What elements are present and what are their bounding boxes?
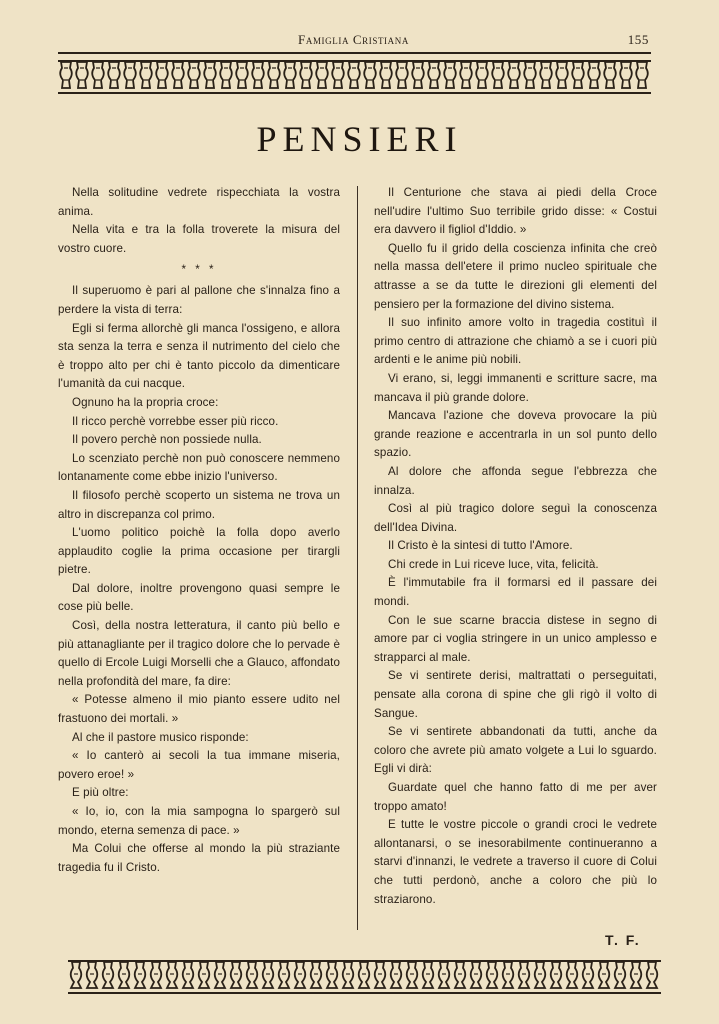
paragraph: Il filosofo perchè scoperto un sistema ne trova un altro in discrepanza col primo.: [58, 488, 340, 521]
paragraph: Nella vita e tra la folla troverete la misura del vostro cuore.: [58, 223, 340, 255]
paragraph: Con le sue scarne braccia distese in segno di amore par ci voglia stringere in un unico amplesso e strapparci al male.: [374, 613, 657, 664]
quote: « Io canterò ai secoli la tua immane miseria, povero eroe! »: [58, 749, 340, 781]
paragraph: Il povero perchè non possiede nulla.: [72, 433, 262, 447]
paragraph: L'uomo politico poichè la folla dopo averlo applaudito coglie la prima occasione per tirargli pietre.: [58, 526, 340, 577]
page-number: 155: [627, 32, 649, 47]
paragraph: E più oltre:: [72, 786, 129, 800]
paragraph: Chi crede in Lui riceve luce, vita, felicità.: [388, 557, 599, 571]
article-title: PENSIERI: [256, 119, 463, 159]
magazine-name: Famiglia Cristiana: [298, 32, 409, 47]
paragraph: Quello fu il grido della coscienza infinita che creò nella massa dell'etere il primo nucleo spirituale che attrasse a se da tutte le direzioni gli elementi del pensiero per la formazione del divino sistema.: [374, 241, 657, 311]
paragraph: Mancava l'azione che doveva provocare la più grande reazione e accentrarla in un sol punto dello spazio.: [374, 409, 657, 460]
right-text-column: [374, 184, 657, 909]
paragraph: È l'immutabile fra il formarsi ed il passare dei mondi.: [374, 576, 657, 609]
paragraph: Il Centurione che stava ai piedi della Croce nell'udire l'ultimo Suo terribile grido disse: « Costui era davvero il figliol d'Iddio. »: [374, 186, 657, 237]
paragraph: E tutte le vostre piccole o grandi croci le vedrete allontanarsi, o se inesorabilmente continueranno a starvi d'innanzi, le vedrete a traverso il cuore di Colui che tutti perdonò, anche a coloro che più lo straziarono.: [374, 818, 657, 906]
paragraph: Lo scenziato perchè non può conoscere nemmeno lontanamente come ebbe inizio l'universo.: [58, 451, 340, 484]
column-divider: [357, 186, 358, 930]
paragraph: Il suo infinito amore volto in tragedia costituì il primo centro di attrazione che chiamò a se i cuori più ardenti e le anime più nobili.: [374, 316, 657, 367]
paragraph: Ma Colui che offerse al mondo la più straziante tragedia fu il Cristo.: [58, 842, 340, 874]
paragraph: Al che il pastore musico risponde:: [72, 730, 249, 744]
section-separator: * * *: [181, 263, 217, 277]
paragraph: Il superuomo è pari al pallone che s'innalza fino a perdere la vista di terra:: [58, 284, 340, 316]
paragraph: Se vi sentirete derisi, maltrattati o perseguitati, pensate alla corona di spine che gli rigò il volto di Sangue.: [374, 669, 657, 720]
quote: « Io, io, con la mia sampogna lo spargerò sul mondo, eterna semenza di pace. »: [58, 805, 340, 837]
paragraph: Guardate quel che hanno fatto di me per aver troppo amato!: [374, 781, 657, 813]
top-ornamental-border: [0, 58, 719, 98]
paragraph: Vi erano, si, leggi immanenti e scritture sacre, ma mancava il più grande dolore.: [374, 371, 657, 404]
paragraph: Il ricco perchè vorrebbe esser più ricco.: [72, 414, 279, 428]
running-head: [58, 32, 649, 52]
paragraph: Così al più tragico dolore seguì la conoscenza dell'Idea Divina.: [374, 502, 657, 534]
paragraph: Così, della nostra letteratura, il canto più bello e più attanagliante per il tragico dolore che lo pervade è quello di Ercole Luigi Morselli che a Glauco, affondato nella profondità del mare, fa dire:: [58, 619, 340, 688]
paragraph: Se vi sentirete abbandonati da tutti, anche da coloro che avrete più amato volgete a Lui lo sguardo. Egli vi dirà:: [374, 725, 657, 776]
left-text-column: [58, 184, 340, 877]
paragraph: Il Cristo è la sintesi di tutto l'Amore.: [388, 539, 573, 553]
paragraph: Al dolore che affonda segue l'ebbrezza che innalza.: [374, 464, 657, 497]
quote: « Potesse almeno il mio pianto essere udito nel frastuono dei mortali. »: [58, 693, 340, 726]
bottom-ornamental-border: [0, 958, 719, 998]
paragraph: Egli si ferma allorchè gli manca l'ossigeno, e allora sta senza la terra e senza il nutrimento del cielo che è troppo alto per chi è tanto piccolo da dimenticare l'umanità da cui nacque.: [58, 321, 340, 391]
author-signature: T. F.: [605, 932, 641, 948]
header-rule: [58, 52, 651, 54]
paragraph: Ognuno ha la propria croce:: [72, 395, 219, 409]
paragraph: Nella solitudine vedrete rispecchiata la vostra anima.: [58, 186, 340, 218]
paragraph: Dal dolore, inoltre provengono quasi sempre le cose più belle.: [58, 581, 340, 614]
